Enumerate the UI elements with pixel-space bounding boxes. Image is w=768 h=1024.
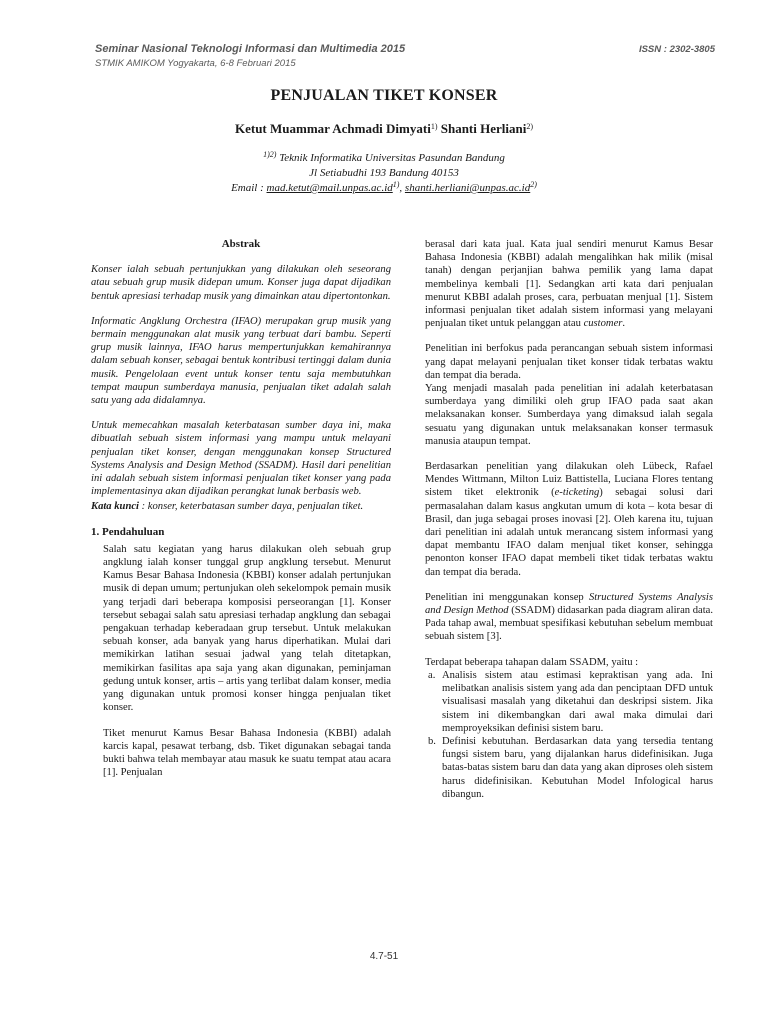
right-paragraph-1-end: . [622, 318, 626, 330]
right-paragraph-5 [425, 591, 713, 644]
issn-label: ISSN : 2302-3805 [638, 44, 715, 55]
keywords-label: Kata kunci [91, 501, 139, 513]
author-1-sup: 1) [430, 122, 438, 131]
page-number: 4.7-51 [369, 951, 399, 962]
affiliation: Teknik Informatika Universitas Pasundan Bandung [279, 152, 505, 164]
list-item [425, 735, 713, 801]
list-marker: b. [428, 735, 436, 747]
right-paragraph-5-end: (SSADM) didasarkan pada diagram aliran data. Pada tahap awal, membuat spesifikasi kebutuhan sebelum membuat sebuah sistem [3]. [425, 605, 714, 643]
section-1-paragraph-1: Salah satu kegiatan yang harus dilakukan oleh sebuah grup angklung ialah konser tunggal grup angklung tersebut. Menurut Kamus Besar Bahasa Indonesia (KBBI) konser adalah pertunjukan musik di depan umum; pertunjukan oleh sekelompok pemain musik yang terjadi dari beberapa komposisi perseorangan [1]. Konser tersebut sebagai salah satu apresiasi terhadap angklung dan sebagai pengakuan terhadap keberadaan grup tersebut. Untuk melakukan sebuah konser, ada banyak yang harus diperhatikan. Mulai dari memikirkan latihan sesuai jadwal yang telah ditetapkan, memikirkan fasilitas apa saja yang akan digunakan, peminjaman gedung untuk konser, artis – artis yang terlibat dalam konser, media yang digunakan untuk promosi konser hingga penjualan tiket konser. [103, 543, 391, 714]
abstract-paragraph-1: Konser ialah sebuah pertunjukkan yang dilakukan oleh seseorang atau sebuah grup musik didepan umum. Konser juga dapat dijadikan bentuk apresiasi terhadap musik yang dimainkan atau dipertontonkan. [91, 264, 391, 302]
ssadm-steps-list [425, 669, 713, 801]
paper-title: PENJUALAN TIKET KONSER [270, 87, 498, 104]
abstract-paragraph-2: Informatic Angklung Orchestra (IFAO) merupakan grup musik yang bermain menggunakan alat musik yang terbuat dari bambu. Seperti grup musik lainnya, IFAO harus mempertunjukkan kemahirannya dalam sebuah konser, sebagai bentuk kontribusi tertinggi dalam dunia musik. Pengelolaan event untuk konser tentu saja membutuhkan tempat maupun sumberdaya manusia, penjualan tiket adalah salah satu yang ada didalamnya. [91, 315, 391, 407]
abstract-paragraph-3: Untuk memecahkan masalah keterbatasan sumber daya ini, maka dibuatlah sebuah sistem informasi yang mampu untuk melayani penjualan tiket konser, dengan menggunakan konsep Structured Systems Analysis and Design Method (SSADM). Hasil dari penelitian ini adalah sebuah sistem informasi penjualan tiket konser yang pada implementasinya akan dijadikan perangkat lunak berbasis web. [91, 420, 391, 498]
right-paragraph-6: Terdapat beberapa tahapan dalam SSADM, yaitu : [425, 656, 639, 668]
right-paragraph-5-italic: Structured Systems Analysis and Design Method [425, 591, 713, 617]
email-1-link[interactable]: mad.ketut@mail.unpas.ac.id [266, 182, 393, 194]
email-2-sup: 2) [530, 180, 537, 189]
author-1: Ketut Muammar Achmadi Dimyati [234, 121, 431, 136]
right-paragraph-2: Penelitian ini berfokus pada perancangan sebuah sistem informasi yang dapat melayani penjualan tiket konser tidak terbatas waktu dan tempat dia berada. [425, 343, 713, 381]
right-paragraph-1-italic: customer [583, 318, 623, 330]
keywords-text: : konser, keterbatasan sumber daya, penjualan tiket. [138, 501, 364, 513]
section-1-paragraph-2: Tiket menurut Kamus Besar Bahasa Indonesia (KBBI) adalah karcis kapal, pesawat terbang, dsb. Tiket digunakan sebagai tanda bukti bahwa telah membayar atau masuk ke suatu tempat atau acara [1]. Penjualan [103, 727, 391, 779]
section-1-heading: 1. Pendahuluan [91, 525, 165, 538]
email-2-link[interactable]: shanti.herliani@unpas.ac.id [404, 182, 531, 194]
list-item-text: Definisi kebutuhan. Berdasarkan data yang tersedia tentang fungsi sistem baru, yang dijalankan harus didefinisikan. Juga batas-batas sistem baru dan data yang akan diproses oleh sistem harus didefinisikan. Kebutuhan Model Infological harus dibangun. [442, 735, 713, 800]
keywords [91, 500, 391, 513]
author-2: Shanti Herliani [440, 121, 527, 136]
conference-location: STMIK AMIKOM Yogyakarta, 6-8 Februari 2015 [95, 58, 296, 69]
right-paragraph-1-text: berasal dari kata jual. Kata jual sendiri menurut Kamus Besar Bahasa Indonesia (KBBI) adalah mengalihkan hak milik (misal tanah) dengan perjanjian bahwa pemilik yang lama dapat membelinya kembali [1]. Sedangkan arti kata dari penjualan menurut KBBI adalah proses, cara, perbuatan menjual [1]. Sistem informasi penjualan tiket adalah sistem informasi yang melayani penjualan tiket untuk pelanggan atau [425, 239, 713, 330]
list-item [425, 669, 713, 735]
abstract-heading: Abstrak [221, 238, 261, 250]
email-label: Email : [231, 182, 264, 194]
author-line [0, 121, 768, 137]
author-2-sup: 2) [526, 122, 534, 131]
right-paragraph-4-text: Berdasarkan penelitian yang dilakukan oleh Lübeck, Rafael Mendes Wittmann, Milton Luiz Battistella, Luciana Flores tentang sistem tiket elektronik ( [425, 461, 713, 499]
affiliation-sup: 1)2) [263, 150, 277, 159]
address-line: Jl Setiabudhi 193 Bandung 40153 [309, 167, 459, 179]
right-paragraph-4 [425, 460, 713, 579]
right-column [425, 238, 713, 801]
conference-name: Seminar Nasional Teknologi Informasi dan Multimedia 2015 [95, 43, 406, 55]
right-paragraph-4-italic: e-ticketing [554, 487, 600, 499]
left-column [91, 238, 391, 791]
right-paragraph-4-end: ) sebagai solusi dari permasalahan dalam kasus angkutan umum di kota – kota besar di Brasil, dan juga sebagai proses inovasi [2]. Oleh karena itu, tujuan dari penelitian ini adalah untuk merancang sistem informasi yang dapat membantu IFAO dalam menjual tiket konser, sehingga penonton konser IFAO dapat membeli tiket tidak terbatas waktu dan tempat dia berada. [425, 487, 713, 578]
list-marker: a. [428, 669, 436, 681]
list-item-text: Analisis sistem atau estimasi kepraktisan yang ada. Ini melibatkan analisis sistem yang ada dan penciptaan DFD untuk visualisasi masalah yang diketahui dan deskripsi sistem. Jika sistem ini dikembangkan dari awal maka dimulai dari memproyeksikan definisi sistem baru. [442, 669, 713, 734]
right-paragraph-5-text: Penelitian ini menggunakan konsep [425, 591, 589, 603]
section-1-body [103, 543, 391, 779]
email-line: Email : $mad.ketut@mail.unpas.ac.id^{1)}$, $shanti.herliani@unpas.ac.id^{2)}$ [231, 180, 537, 194]
email-1-sup: 1) [392, 180, 400, 189]
right-paragraph-3: Yang menjadi masalah pada penelitian ini adalah keterbatasan sumberdaya yang dimiliki oleh grup IFAO pada saat akan melaksanakan konser. Sumberdaya yang dimaksud ialah segala sesuatu yang digunakan untuk melaksanakan konser termasuk manusia ataupun tempat. [425, 383, 713, 447]
affiliation-line [0, 152, 768, 164]
right-paragraph-1 [425, 238, 713, 330]
